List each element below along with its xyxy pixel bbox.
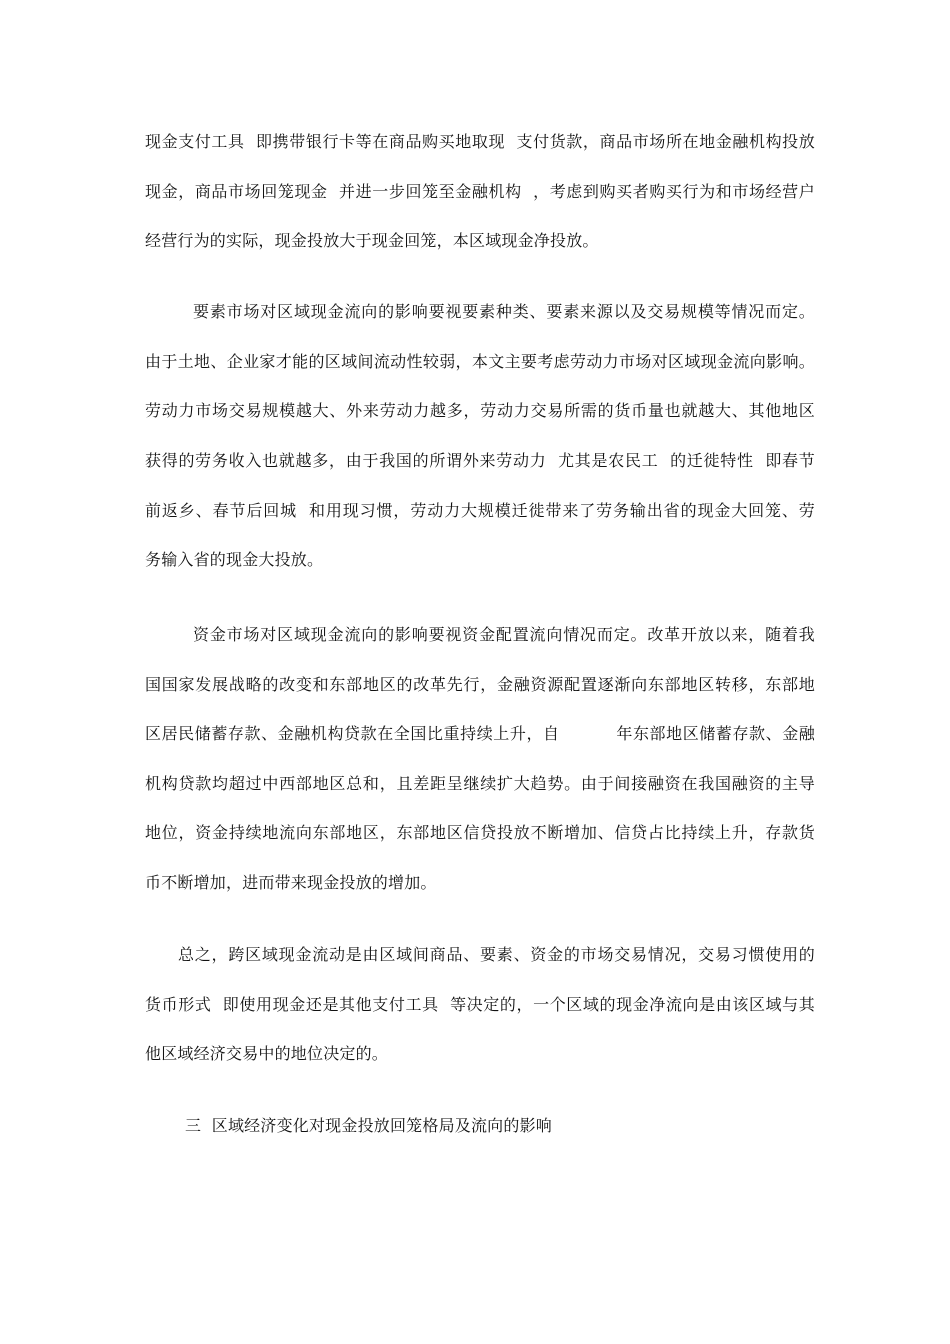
paragraph-line: 前返乡、春节后回城 和用现习惯，劳动力大规模迁徙带来了劳务输出省的现金大回笼、劳 [145, 501, 815, 520]
paragraph-line: 国国家发展战略的改变和东部地区的改革先行，金融资源配置逐渐向东部地区转移，东部地 [145, 675, 815, 694]
paragraph-line: 货币形式 即使用现金还是其他支付工具 等决定的，一个区域的现金净流向是由该区域与其 [145, 995, 815, 1014]
paragraph-line: 务输入省的现金大投放。 [145, 550, 324, 569]
paragraph-line: 总之，跨区域现金流动是由区域间商品、要素、资金的市场交易情况，交易习惯使用的 [178, 945, 815, 964]
paragraph-line: 由于土地、企业家才能的区域间流动性较弱，本文主要考虑劳动力市场对区域现金流向影响。 [145, 352, 815, 371]
section-heading: 三 区域经济变化对现金投放回笼格局及流向的影响 [185, 1116, 552, 1135]
paragraph-line: 地位，资金持续地流向东部地区，东部地区信贷投放不断增加、信贷占比持续上升，存款货 [145, 823, 815, 842]
paragraph-line: 区居民储蓄存款、金融机构贷款在全国比重持续上升，自 年东部地区储蓄存款、金融 [145, 724, 815, 743]
paragraph-line: 现金支付工具 即携带银行卡等在商品购买地取现 支付货款，商品市场所在地金融机构投放 [145, 132, 815, 151]
paragraph-line: 机构贷款均超过中西部地区总和，且差距呈继续扩大趋势。由于间接融资在我国融资的主导 [145, 774, 815, 793]
paragraph-line: 获得的劳务收入也就越多，由于我国的所谓外来劳动力 尤其是农民工 的迁徙特性 即春节 [145, 451, 815, 470]
paragraph-line: 现金，商品市场回笼现金 并进一步回笼至金融机构 ，考虑到购买者购买行为和市场经营户 [145, 182, 815, 201]
paragraph-line: 币不断增加，进而带来现金投放的增加。 [145, 873, 437, 892]
paragraph-line: 资金市场对区域现金流向的影响要视资金配置流向情况而定。改革开放以来，随着我 [193, 625, 815, 644]
paragraph-line: 他区域经济交易中的地位决定的。 [145, 1044, 389, 1063]
paragraph-line: 经营行为的实际，现金投放大于现金回笼，本区域现金净投放。 [145, 231, 599, 250]
paragraph-line: 劳动力市场交易规模越大、外来劳动力越多，劳动力交易所需的货币量也就越大、其他地区 [145, 401, 815, 420]
paragraph-line: 要素市场对区域现金流向的影响要视要素种类、要素来源以及交易规模等情况而定。 [193, 302, 815, 321]
